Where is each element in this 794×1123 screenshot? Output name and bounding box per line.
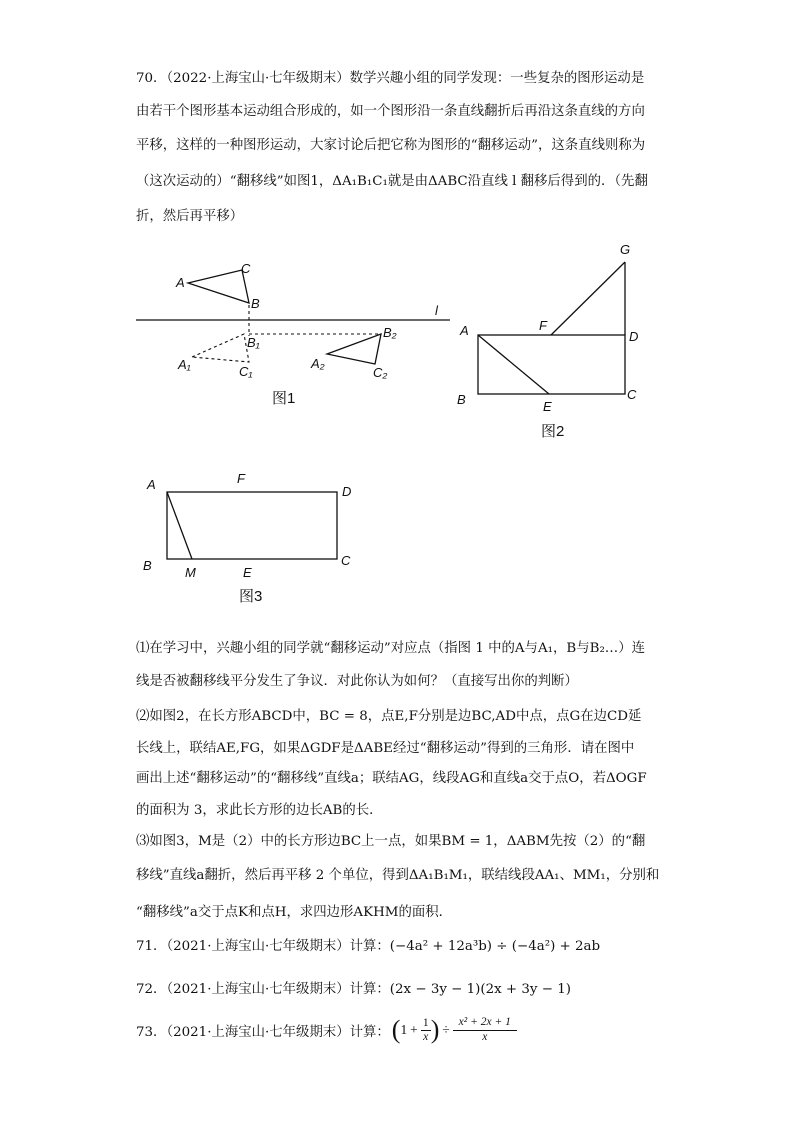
part-3-line-1: ⑶如图3，M是（2）中的长方形边BC上一点，如果BM = 1，ΔABM先按（2）的“翻 [136,834,646,849]
part-1-line-2: 线是否被翻移线平分发生了争议．对此你认为如何？（直接写出你的判断） [136,674,578,689]
problem-73 [136,1010,517,1050]
figure-3 [136,468,376,608]
label-M: M [185,565,196,580]
label-l: l [435,303,438,318]
segment-fg [551,262,625,335]
fraction-big [453,1016,517,1045]
fraction-small-denominator: x [423,1030,429,1043]
label-G: G [620,242,631,257]
triangle-abc [188,270,249,303]
figure-3-caption: 图3 [239,588,263,605]
fraction-big-numerator: x² + 2x + 1 [458,1015,511,1028]
triangle-a2b2c2 [327,334,381,364]
part-2-line-4: 的面积为 3，求此长方形的边长AB的长． [136,803,383,818]
figure-2 [452,240,652,440]
label-D: D [342,484,352,499]
label-B1: B₁ [247,335,260,350]
problem-73-expression [392,1016,517,1045]
problem-73-one: 1 [400,1022,408,1037]
label-F: F [539,318,547,333]
figure-2-caption: 图2 [541,423,565,440]
label-A2: A₂ [311,356,325,371]
label-C1: C₁ [239,364,253,379]
problem-70-line-5: 折，然后再平移） [136,209,244,224]
segment-am [167,492,192,559]
problem-70-line-3: 平移，这样的一种图形运动，大家讨论后把它称为图形的“翻移运动”，这条直线则称为 [136,138,646,153]
fraction-small-numerator: 1 [422,1016,429,1029]
label-F: F [237,471,245,486]
part-1-line-1: ⑴在学习中，兴趣小组的同学就“翻移运动”对应点（指图 1 中的A与A₁，B与B₂…）连 [136,641,645,656]
label-B: B [251,296,260,311]
problem-73-prefix: 73．（2021·上海宝山·七年级期末）计算： [136,1024,390,1040]
part-3-line-3: “翻移线”a交于点K和点H，求四边形AKHM的面积． [136,905,453,920]
segment-ae [478,335,549,394]
label-A: A [147,477,156,492]
label-C: C [241,261,251,276]
part-2-line-1: ⑵如图2，在长方形ABCD中，BC = 8，点E,F分别是边BC,AD中点，点G在边CD延 [136,709,642,724]
part-2-line-3: 画出上述“翻移运动”的“翻移线”直线a；联结AG，线段AG和直线a交于点O，若ΔOGF [136,771,647,786]
open-paren: ( [391,1015,401,1044]
problem-70-line-4: （这次运动的）“翻移线”如图1，ΔA₁B₁C₁就是由ΔABC沿直线 l 翻移后得到的．（先翻 [136,174,648,189]
problem-73-plus: + [410,1022,418,1037]
label-A: A [460,323,469,338]
label-A1: A₁ [178,357,191,372]
fraction-big-denominator: x [482,1030,488,1043]
label-C: C [627,387,637,402]
triangle-a1b1c1 [192,334,249,362]
rectangle-abcd [167,492,337,559]
part-2-line-2: 长线上，联结AE,FG，如果ΔGDF是ΔABE经过“翻移运动”得到的三角形．请在图中 [136,741,635,756]
fraction-small [421,1017,431,1043]
label-D: D [629,329,639,344]
label-E: E [243,565,252,580]
label-E: E [543,399,552,414]
rectangle-abcd [478,335,625,394]
label-B: B [143,558,152,573]
problem-70-line-1: 70．（2022·上海宝山·七年级期末）数学兴趣小组的同学发现：一些复杂的图形运动是 [136,71,645,86]
problem-70-line-2: 由若干个图形基本运动组合形成的，如一个图形沿一条直线翻折后再沿这条直线的方向 [136,104,645,119]
label-B: B [457,392,466,407]
label-A: A [176,275,185,290]
label-B2: B₂ [383,325,397,340]
label-C2: C₂ [373,365,388,380]
problem-72: 72．（2021·上海宝山·七年级期末）计算：(2x − 3y − 1)(2x + 3y − 1) [136,982,571,997]
figure-1 [130,250,460,420]
problem-73-divide: ÷ [442,1022,450,1037]
problem-71: 71．（2021·上海宝山·七年级期末）计算：(−4a² + 12a³b) ÷ (−4a²) + 2ab [136,939,601,954]
close-paren: ) [430,1015,440,1044]
part-3-line-2: 移线”直线a翻折，然后再平移 2 个单位，得到ΔA₁B₁M₁，联结线段AA₁、MM₁，分别和 [136,868,660,883]
figure-1-caption: 图1 [272,390,296,407]
label-C: C [341,553,351,568]
